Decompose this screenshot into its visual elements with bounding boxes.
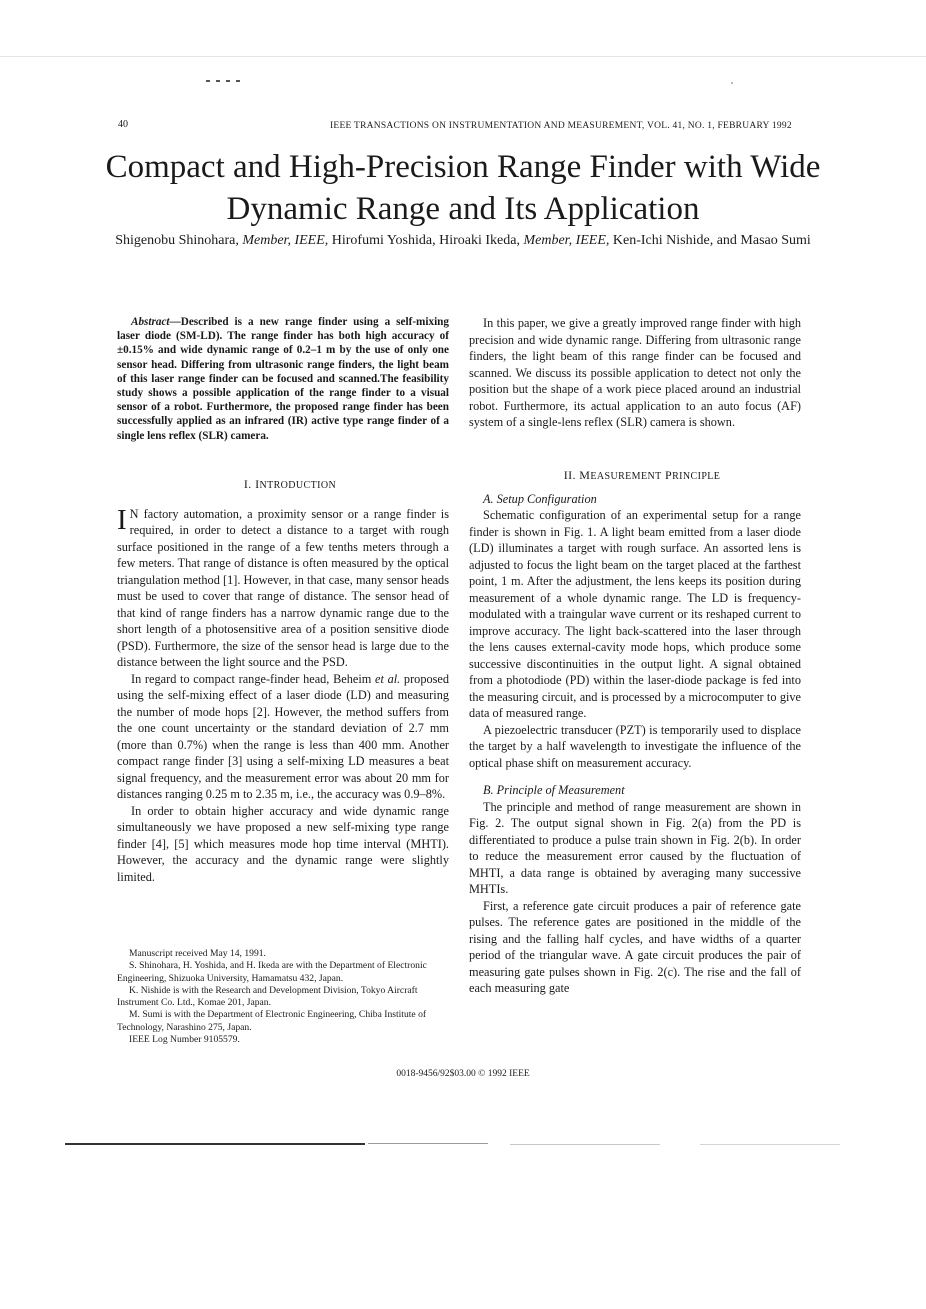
abstract-text: —Described is a new range finder using a self-mixing laser diode (SM-LD). The range finder has both high accuracy of ±0.15% and wide dynamic range of 0.2–1 m by the use of only one sensor head. Differing from ultrasonic range finders, the light beam of this laser range finder can be focused and scanned.The feasibility study shows a possible application of the range finder to a visual sensor of a robot. Furthermore, the proposed range finder has been successfully applied as an infrared (IR) active type range finder of a single lens reflex (SLR) camera. xyxy=(117,316,449,442)
copyright-line: 0018-9456/92$03.00 © 1992 IEEE xyxy=(396,1069,530,1079)
author-list xyxy=(100,232,826,250)
paragraph: In regard to compact range-finder head, Beheim et al. proposed using the self-mixing effect of a laser diode (LD) and measuring the number of mode hops [2]. However, the method suffers from the one count uncertainty or the standard deviation of 2.7 mm (more than 0.7%) when the range is less than 400 mm. Another compact range finder [3] using a self-mixing LD measures a beat signal frequency, and the measurement error was about 20 mm for distances ranging 0.25 m to 2.35 m, i.e., the accuracy was 0.9–8%. xyxy=(117,671,450,801)
section-heading: II. MEASUREMENT PRINCIPLE xyxy=(563,468,721,482)
author-membership: Member, IEEE, xyxy=(523,233,610,248)
author-membership: Member, IEEE, xyxy=(242,233,329,248)
section-measurement-principle xyxy=(469,467,801,997)
footnote: IEEE Log Number 9105579. xyxy=(129,1034,240,1046)
scan-edge-line xyxy=(65,1143,365,1145)
footnote: K. Nishide is with the Research and Development Division, Tokyo Aircraft Instrument Co. Ltd., Komae 201, Japan. xyxy=(117,984,418,1009)
scan-edge-line xyxy=(700,1144,840,1145)
author-text: Ken-Ichi Nishide, and Masao Sumi xyxy=(609,233,811,248)
paragraph: The principle and method of range measurement are shown in Fig. 2. The output signal shown in Fig. 2(a) from the PD is differentiated to produce a pulse train shown in Fig. 2(b). In order to reduce the measurement error caused by the fluctuation of MHTI, a data range is obtained by averaging many successive MHTIs. xyxy=(469,799,801,896)
footnote: Manuscript received May 14, 1991. xyxy=(129,948,266,959)
section-heading: I. INTRODUCTION xyxy=(243,477,337,491)
paragraph: First, a reference gate circuit produces a pair of reference gate pulses. The reference gates are positioned in the middle of the rising and the falling half cycles, and have widths of a quarter period of the triangular wave. A gate circuit produces the pair of measuring gate pulses shown in Fig. 2(c). The rise and the fall of each measuring gate xyxy=(469,898,801,995)
subsection-heading: A. Setup Configuration xyxy=(483,491,597,506)
paragraph: Schematic configuration of an experimental setup for a range finder is shown in Fig. 1. A light beam emitted from a laser diode (LD) illuminates a target with rough surface. An assorted lens is adjusted to focus the light beam on the target placed at the farthest point, 1 m. After the adjustment, the lens keeps its position during measurement of a whole dynamic range. The LD is frequency-modulated with a traingular wave current or its reshaped current to improve accuracy. The light back-scattered into the laser through the lens causes external-cavity mode hops, which produce some successive discontinuities in the output light. A signal obtained from a photodiode (PD) within the laser-diode package is fed into the measuring circuit, and is processed by a microcomputer to give data of measured range. xyxy=(469,508,801,720)
paragraph: I N factory automation, a proximity sensor or a range finder is required, in order to detect a distance to a target with rough surface positioned in the range of a few tenths meters through a few meters. That range of distance is often measured by the optical triangulation method [1]. However, in that case, many sensor heads must be used to cover that range of distance. The sensor head of that kind of range finders has a narrow dynamic range due to the short length of a photosensitive area of a position sensitive diode (PSD). Furthermore, the size of the sensor head is large due to the distance between the light source and the PSD. xyxy=(117,503,449,669)
page-number: 40 xyxy=(118,119,128,130)
author-text: Hirofumi Yoshida, Hiroaki Ikeda, xyxy=(328,233,524,248)
footnotes xyxy=(117,948,449,1046)
author-text: Shigenobu Shinohara, xyxy=(115,233,243,248)
paragraph: In this paper, we give a greatly improved range finder with high precision and wide dynamic range. Differing from ultrasonic range finders, the light beam of this range finder can be focused and scanned. We discuss its possible application to detect not only the position but the shape of a work piece placed around an industrial robot. Furthermore, its actual application to an auto focus (AF) system of a single-lens reflex (SLR) camera is shown. xyxy=(469,316,801,429)
section-introduction xyxy=(117,476,449,885)
drop-cap: I xyxy=(117,503,127,536)
abstract-label: Abstract xyxy=(131,316,170,328)
scan-artifact xyxy=(206,80,242,82)
scan-edge-line xyxy=(510,1144,660,1145)
footnote: M. Sumi is with the Department of Electronic Engineering, Chiba Institute of Technology, Narashino 275, Japan. xyxy=(117,1009,427,1033)
intro-continuation xyxy=(469,315,801,431)
scan-edge-line xyxy=(0,56,926,57)
paper-title: Compact and High-Precision Range Finder with Wide Dynamic Range and Its Application xyxy=(105,149,821,227)
abstract xyxy=(117,315,449,443)
footnote: S. Shinohara, H. Yoshida, and H. Ikeda are with the Department of Electronic Engineering, Shizuoka University, Hamamatsu 432, Japan. xyxy=(117,960,427,984)
scan-artifact xyxy=(731,82,733,84)
subsection-heading: B. Principle of Measurement xyxy=(483,783,625,797)
scan-edge-line xyxy=(368,1143,488,1144)
paragraph: In order to obtain higher accuracy and wide dynamic range simultaneously we have proposed a new self-mixing type range finder [4], [5] which measures mode hop time interval (MHTI). However, the accuracy and the dynamic range were slightly limited. xyxy=(117,803,449,884)
running-head: IEEE TRANSACTIONS ON INSTRUMENTATION AND MEASUREMENT, VOL. 41, NO. 1, FEBRUARY 1992 xyxy=(330,121,792,131)
paragraph: A piezoelectric transducer (PZT) is temporarily used to displace the target by a half wavelength to investigate the influence of the optical phase shift on measurement accuracy. xyxy=(469,722,801,770)
